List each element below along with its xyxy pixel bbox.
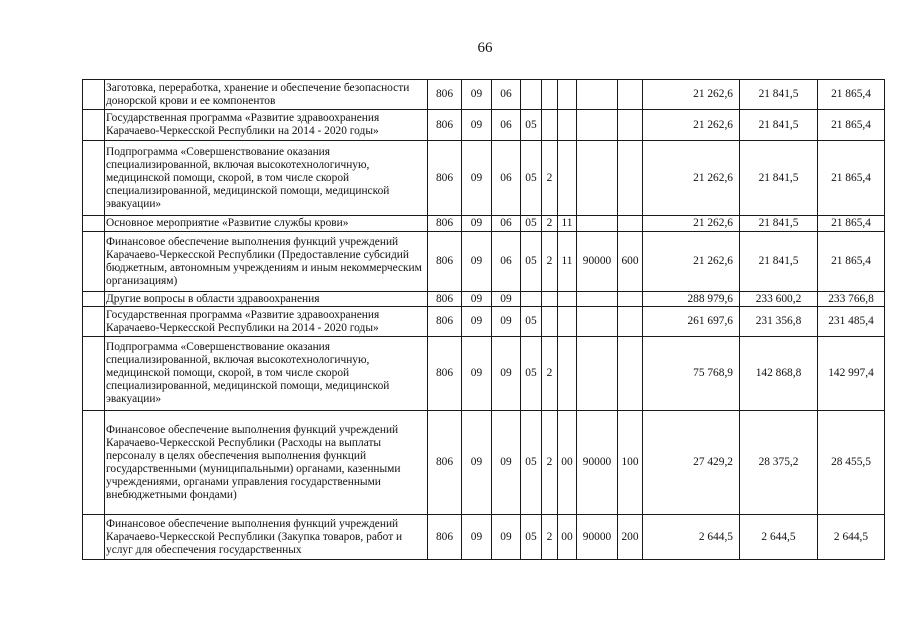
amount-year-1: 288 979,6 <box>643 292 740 307</box>
direction-code <box>577 307 618 337</box>
amount-year-1: 21 262,6 <box>643 232 740 292</box>
direction-code <box>577 292 618 307</box>
amount-year-1: 75 768,9 <box>643 337 740 411</box>
blank-cell <box>83 216 105 232</box>
page-number: 66 <box>477 40 493 56</box>
event-code: 00 <box>558 515 577 560</box>
direction-code: 90000 <box>577 232 618 292</box>
blank-cell <box>83 411 105 515</box>
table-row <box>83 232 885 292</box>
subprogram-code <box>542 80 558 110</box>
blank-cell <box>83 292 105 307</box>
amount-year-3: 21 865,4 <box>818 110 885 141</box>
program-code <box>521 292 542 307</box>
section-code: 09 <box>462 307 492 337</box>
amount-year-3: 21 865,4 <box>818 232 885 292</box>
amount-year-2: 21 841,5 <box>740 232 818 292</box>
event-code <box>558 141 577 216</box>
expense-type-code: 100 <box>618 411 643 515</box>
amount-year-3: 231 485,4 <box>818 307 885 337</box>
direction-code <box>577 337 618 411</box>
event-code <box>558 110 577 141</box>
event-code <box>558 292 577 307</box>
expense-type-code: 600 <box>618 232 643 292</box>
ministry-code: 806 <box>428 307 462 337</box>
subsection-code: 06 <box>492 141 521 216</box>
subsection-code: 06 <box>492 110 521 141</box>
amount-year-2: 142 868,8 <box>740 337 818 411</box>
program-code: 05 <box>521 307 542 337</box>
event-code: 00 <box>558 411 577 515</box>
section-code: 09 <box>462 216 492 232</box>
subprogram-code: 2 <box>542 337 558 411</box>
subsection-code: 06 <box>492 216 521 232</box>
program-code: 05 <box>521 515 542 560</box>
blank-cell <box>83 337 105 411</box>
expense-type-code <box>618 141 643 216</box>
subprogram-code: 2 <box>542 515 558 560</box>
table-row <box>83 110 885 141</box>
direction-code <box>577 141 618 216</box>
expense-type-code <box>618 216 643 232</box>
row-name: Подпрограмма «Совершенствование оказания специализированной, включая высокотехнологичную, медицинской помощи, скорой, в том числе скорой специализированной, медицинской помощи, медицинской эвакуации» <box>105 141 428 216</box>
blank-cell <box>83 141 105 216</box>
event-code <box>558 337 577 411</box>
table-row <box>83 515 885 560</box>
subprogram-code: 2 <box>542 141 558 216</box>
expense-type-code <box>618 80 643 110</box>
ministry-code: 806 <box>428 232 462 292</box>
amount-year-2: 28 375,2 <box>740 411 818 515</box>
subsection-code: 09 <box>492 292 521 307</box>
row-name: Государственная программа «Развитие здравоохранения Карачаево-Черкесской Республики на 2014 - 2020 годы» <box>105 307 428 337</box>
direction-code <box>577 110 618 141</box>
subsection-code: 09 <box>492 337 521 411</box>
blank-cell <box>83 80 105 110</box>
amount-year-2: 233 600,2 <box>740 292 818 307</box>
subsection-code: 06 <box>492 232 521 292</box>
amount-year-3: 142 997,4 <box>818 337 885 411</box>
section-code: 09 <box>462 292 492 307</box>
ministry-code: 806 <box>428 411 462 515</box>
section-code: 09 <box>462 515 492 560</box>
amount-year-1: 21 262,6 <box>643 110 740 141</box>
expense-type-code <box>618 292 643 307</box>
amount-year-2: 21 841,5 <box>740 110 818 141</box>
table-row <box>83 292 885 307</box>
blank-cell <box>83 515 105 560</box>
section-code: 09 <box>462 141 492 216</box>
amount-year-3: 233 766,8 <box>818 292 885 307</box>
amount-year-2: 21 841,5 <box>740 216 818 232</box>
expense-type-code <box>618 110 643 141</box>
program-code: 05 <box>521 110 542 141</box>
table-row <box>83 307 885 337</box>
budget-table <box>82 79 885 560</box>
amount-year-3: 21 865,4 <box>818 80 885 110</box>
row-name: Государственная программа «Развитие здравоохранения Карачаево-Черкесской Республики на 2014 - 2020 годы» <box>105 110 428 141</box>
row-name: Основное мероприятие «Развитие службы крови» <box>105 216 428 232</box>
subsection-code: 06 <box>492 80 521 110</box>
ministry-code: 806 <box>428 292 462 307</box>
ministry-code: 806 <box>428 216 462 232</box>
program-code: 05 <box>521 411 542 515</box>
direction-code: 90000 <box>577 411 618 515</box>
expense-type-code: 200 <box>618 515 643 560</box>
subsection-code: 09 <box>492 411 521 515</box>
amount-year-3: 21 865,4 <box>818 141 885 216</box>
section-code: 09 <box>462 110 492 141</box>
expense-type-code <box>618 307 643 337</box>
amount-year-1: 21 262,6 <box>643 216 740 232</box>
direction-code <box>577 216 618 232</box>
amount-year-1: 21 262,6 <box>643 141 740 216</box>
subprogram-code: 2 <box>542 232 558 292</box>
subprogram-code <box>542 307 558 337</box>
program-code: 05 <box>521 216 542 232</box>
event-code <box>558 307 577 337</box>
ministry-code: 806 <box>428 110 462 141</box>
expense-type-code <box>618 337 643 411</box>
amount-year-1: 2 644,5 <box>643 515 740 560</box>
amount-year-2: 21 841,5 <box>740 141 818 216</box>
table-row <box>83 80 885 110</box>
section-code: 09 <box>462 337 492 411</box>
subprogram-code: 2 <box>542 411 558 515</box>
table-body <box>83 80 885 560</box>
subprogram-code <box>542 292 558 307</box>
event-code <box>558 80 577 110</box>
blank-cell <box>83 307 105 337</box>
row-name: Финансовое обеспечение выполнения функций учреждений Карачаево-Черкесской Республики (Закупка товаров, работ и услуг для обеспечения государственных <box>105 515 428 560</box>
event-code: 11 <box>558 232 577 292</box>
row-name: Другие вопросы в области здравоохранения <box>105 292 428 307</box>
program-code: 05 <box>521 337 542 411</box>
subprogram-code: 2 <box>542 216 558 232</box>
subprogram-code <box>542 110 558 141</box>
event-code: 11 <box>558 216 577 232</box>
blank-cell <box>83 110 105 141</box>
amount-year-1: 27 429,2 <box>643 411 740 515</box>
program-code: 05 <box>521 232 542 292</box>
row-name: Заготовка, переработка, хранение и обеспечение безопасности донорской крови и ее компонентов <box>105 80 428 110</box>
table-row <box>83 216 885 232</box>
section-code: 09 <box>462 232 492 292</box>
direction-code: 90000 <box>577 515 618 560</box>
program-code <box>521 80 542 110</box>
row-name: Подпрограмма «Совершенствование оказания специализированной, включая высокотехнологичную, медицинской помощи, скорой, в том числе скорой специализированной, медицинской помощи, медицинской эвакуации» <box>105 337 428 411</box>
direction-code <box>577 80 618 110</box>
amount-year-3: 2 644,5 <box>818 515 885 560</box>
ministry-code: 806 <box>428 80 462 110</box>
amount-year-3: 21 865,4 <box>818 216 885 232</box>
amount-year-2: 21 841,5 <box>740 80 818 110</box>
amount-year-1: 261 697,6 <box>643 307 740 337</box>
row-name: Финансовое обеспечение выполнения функций учреждений Карачаево-Черкесской Республики (Расходы на выплаты персоналу в целях обеспечения выполнения функций государственными (муниципальными) органами, казенными учреждениями, органами управления государственными внебюджетными фондами) <box>105 411 428 515</box>
section-code: 09 <box>462 411 492 515</box>
amount-year-2: 2 644,5 <box>740 515 818 560</box>
program-code: 05 <box>521 141 542 216</box>
ministry-code: 806 <box>428 337 462 411</box>
amount-year-3: 28 455,5 <box>818 411 885 515</box>
table-row <box>83 337 885 411</box>
subsection-code: 09 <box>492 515 521 560</box>
ministry-code: 806 <box>428 141 462 216</box>
section-code: 09 <box>462 80 492 110</box>
table-row <box>83 411 885 515</box>
amount-year-1: 21 262,6 <box>643 80 740 110</box>
ministry-code: 806 <box>428 515 462 560</box>
table-row <box>83 141 885 216</box>
row-name: Финансовое обеспечение выполнения функций учреждений Карачаево-Черкесской Республики (Предоставление субсидий бюджетным, автономным учреждениям и иным некоммерческим организациям) <box>105 232 428 292</box>
subsection-code: 09 <box>492 307 521 337</box>
blank-cell <box>83 232 105 292</box>
amount-year-2: 231 356,8 <box>740 307 818 337</box>
